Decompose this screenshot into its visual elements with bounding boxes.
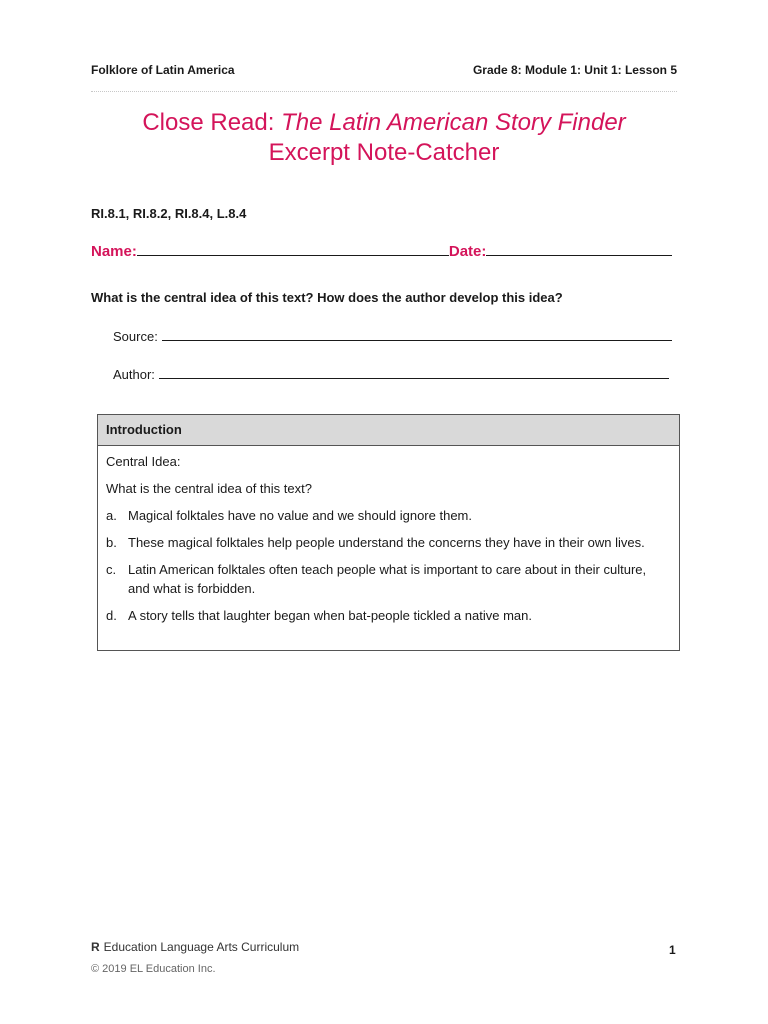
page-number: 1 [669,943,676,957]
introduction-box [97,414,680,651]
footer-logo-text: Education Language Arts Curriculum [103,940,300,954]
date-label: Date: [448,243,487,260]
central-idea-prompt: What is the central idea of this text? [106,481,312,496]
source-label: Source: [113,329,158,344]
date-field[interactable] [486,241,672,256]
option-letter: c. [106,562,117,577]
option-letter: a. [106,508,117,523]
option-text: Magical folktales have no value and we should ignore them. [128,508,472,523]
document-title [91,108,677,168]
guiding-question: What is the central idea of this text? How does the author develop this idea? [91,290,563,305]
author-row [113,366,669,382]
answer-option-c[interactable] [106,560,671,598]
el-logo-icon: R [91,940,100,954]
title-line-1 [91,108,677,138]
author-label: Author: [113,367,155,382]
title-line-2: Excerpt Note-Catcher [268,139,500,166]
header-course-title: Folklore of Latin America [91,63,235,77]
title-book-name: The Latin American Story Finder [281,109,626,136]
source-field[interactable] [162,328,672,341]
source-row [113,328,672,344]
footer-logo [91,940,299,954]
option-text: These magical folktales help people understand the concerns they have in their own lives. [128,535,645,550]
answer-option-b[interactable] [106,533,671,552]
option-text: Latin American folktales often teach people what is important to care about in their culture, and what is forbidden. [128,562,647,596]
option-letter: d. [106,608,117,623]
option-text: A story tells that laughter began when bat-people tickled a native man. [128,608,532,623]
name-field[interactable] [137,241,449,256]
page-header [91,63,677,79]
name-label: Name: [91,243,137,260]
standards-list: RI.8.1, RI.8.2, RI.8.4, L.8.4 [91,206,247,221]
option-letter: b. [106,535,117,550]
introduction-heading: Introduction [98,415,679,446]
name-date-row [91,241,672,260]
footer-copyright: © 2019 EL Education Inc. [91,963,216,975]
central-idea-label: Central Idea: [106,454,181,469]
header-divider [91,91,677,92]
answer-option-d[interactable] [106,606,671,625]
title-prefix: Close Read: [142,109,282,136]
author-field[interactable] [159,366,669,379]
introduction-body [98,446,679,625]
answer-option-a[interactable] [106,506,671,525]
header-lesson-label: Grade 8: Module 1: Unit 1: Lesson 5 [472,63,677,77]
